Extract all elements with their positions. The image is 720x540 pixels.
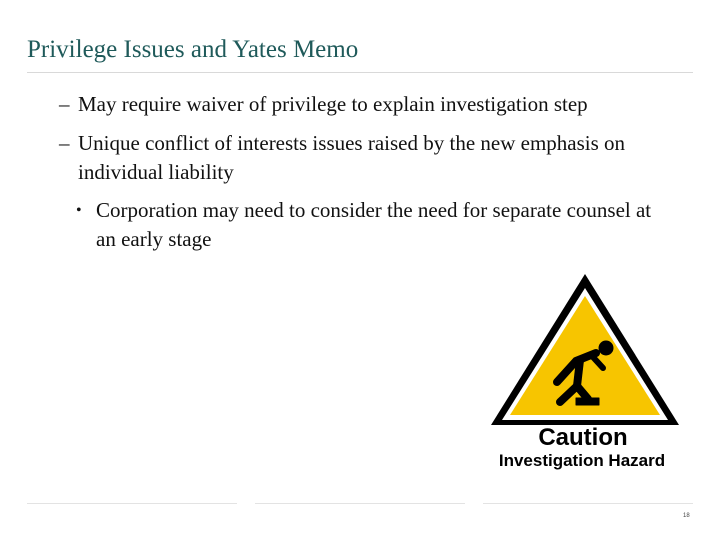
footer-divider-middle (255, 503, 465, 504)
bullet-item (59, 129, 689, 187)
dot-bullet: • (76, 202, 82, 219)
bullet-item (59, 90, 689, 119)
footer-divider-left (27, 503, 237, 504)
slide-title: Privilege Issues and Yates Memo (27, 36, 359, 63)
bullet-text: May require waiver of privilege to explain investigation step (78, 92, 588, 116)
sub-bullet-item (76, 196, 666, 254)
footer-divider-right (483, 503, 693, 504)
caution-triangle-icon (485, 274, 685, 474)
title-divider (27, 72, 693, 73)
bullet-text: Unique conflict of interests issues raised by the new emphasis on individual liability (78, 131, 626, 184)
caution-heading: Caution (538, 424, 628, 451)
dash-bullet: – (59, 131, 70, 155)
sub-bullet-text: Corporation may need to consider the need for separate counsel at an early stage (96, 198, 652, 251)
page-number: 18 (683, 513, 690, 519)
dash-bullet: – (59, 92, 70, 116)
caution-subheading: Investigation Hazard (498, 451, 666, 470)
caution-sign (485, 274, 685, 474)
